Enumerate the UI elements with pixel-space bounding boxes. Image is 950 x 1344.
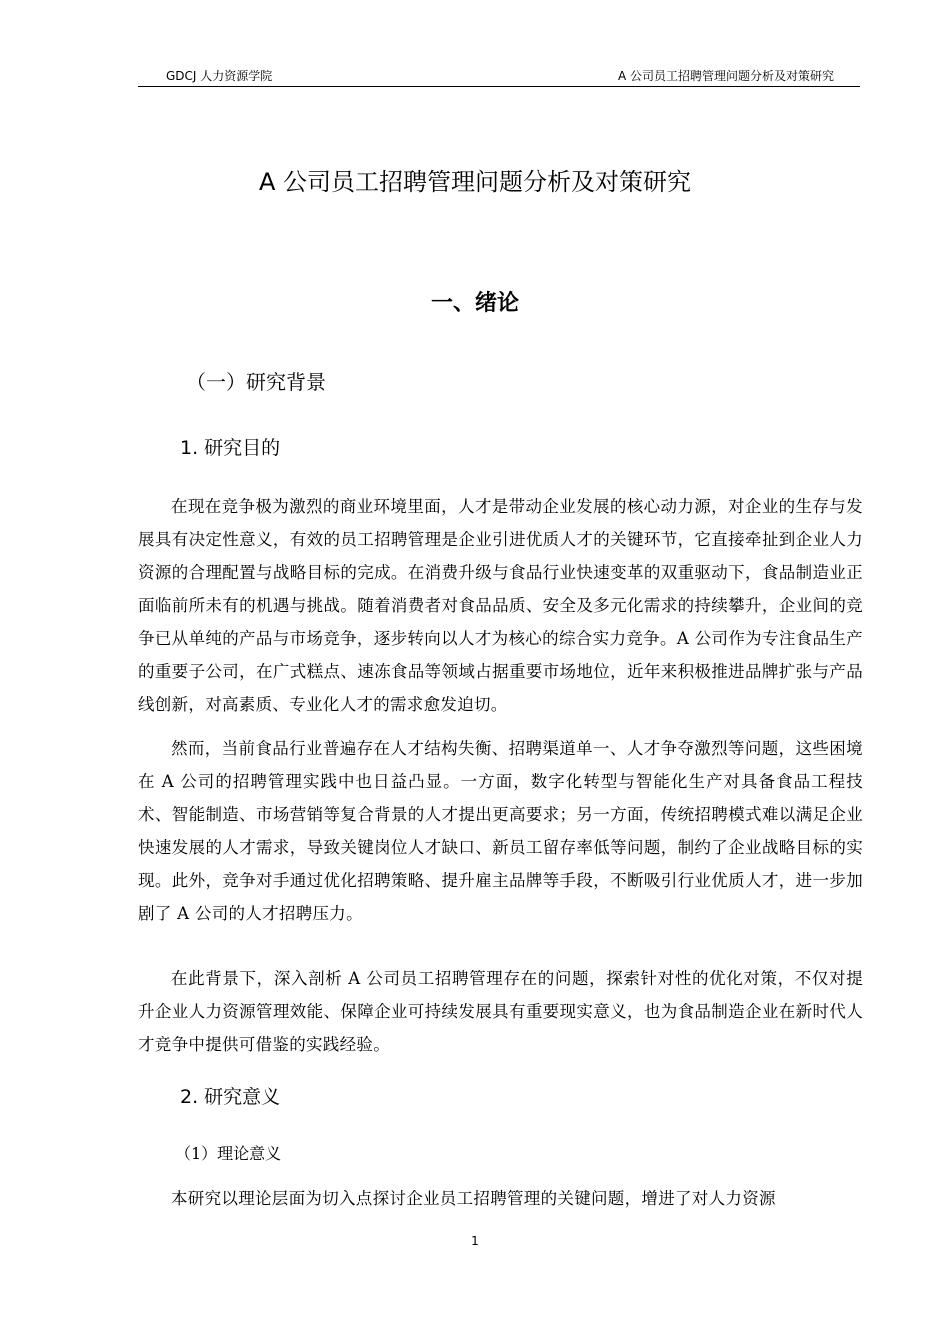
- header-doc-title: A 公司员工招聘管理问题分析及对策研究: [617, 69, 834, 83]
- document-title: A 公司员工招聘管理问题分析及对策研究: [258, 168, 692, 196]
- header-school: GDCJ 人力资源学院: [166, 69, 273, 83]
- page-number: 1: [471, 1234, 479, 1248]
- body-paragraph: 在现在竞争极为激烈的商业环境里面，人才是带动企业发展的核心动力源，对企业的生存与发展具有决定性意义，有效的员工招聘管理是企业引进优质人才的关键环节，它直接牵扯到企业人力资源的合理配置与战略目标的完成。在消费升级与食品行业快速变革的双重驱动下，食品制造业正面临前所未有的机遇与挑战。随着消费者对食品品质、安全及多元化需求的持续攀升，企业间的竞争已从单纯的产品与市场竞争，逐步转向以人才为核心的综合实力竞争。A 公司作为专注食品生产的重要子公司，在广式糕点、速冻食品等领域占据重要市场地位，近年来积极推进品牌扩张与产品线创新，对高素质、专业化人才的需求愈发迫切。: [138, 497, 863, 714]
- body-paragraph: 本研究以理论层面为切入点探讨企业员工招聘管理的关键问题，增进了对人力资源: [171, 1189, 776, 1208]
- subsection-heading-significance: 2. 研究意义: [180, 1086, 281, 1108]
- body-paragraph: 然而，当前食品行业普遍存在人才结构失衡、招聘渠道单一、人才争夺激烈等问题，这些困境在 A 公司的招聘管理实践中也日益凸显。一方面，数字化转型与智能化生产对具备食品工程技术、智能制造、市场营销等复合背景的人才提出更高要求；另一方面，传统招聘模式难以满足企业快速发展的人才需求，导致关键岗位人才缺口、新员工留存率低等问题，制约了企业战略目标的实现。此外，竞争对手通过优化招聘策略、提升雇主品牌等手段，不断吸引行业优质人才，进一步加剧了 A 公司的人才招聘压力。: [138, 739, 863, 923]
- body-paragraph: 在此背景下，深入剖析 A 公司员工招聘管理存在的问题，探索针对性的优化对策，不仅对提升企业人力资源管理效能、保障企业可持续发展具有重要现实意义，也为食品制造企业在新时代人才竞争中提供可借鉴的实践经验。: [138, 969, 863, 1054]
- header-divider: [138, 86, 860, 87]
- section-heading-background: （一）研究背景: [186, 370, 326, 394]
- chapter-heading: 一、绪论: [430, 291, 519, 316]
- subheading-theory: （1）理论意义: [175, 1144, 282, 1163]
- page-header: [138, 66, 860, 86]
- subsection-heading-purpose: 1. 研究目的: [180, 437, 281, 459]
